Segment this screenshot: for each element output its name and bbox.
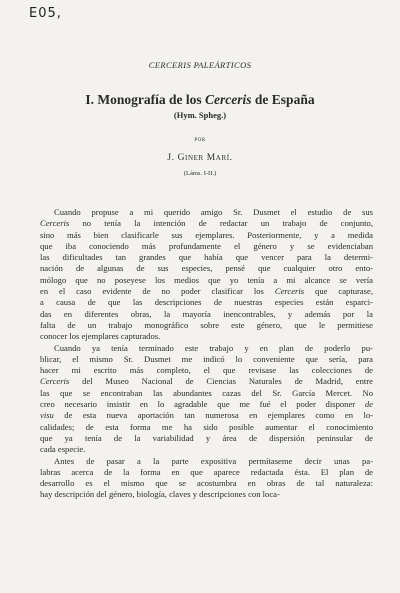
text-line: hay descripción del género, biología, claves y descripciones con loca-: [40, 489, 280, 500]
text-line: mólogo que no poseyese los medios que yo tenía a mi alcance se vería: [40, 274, 373, 285]
series-title: CERCERIS PALEÁRTICOS: [148, 60, 252, 70]
text-line: Antes de pasar a la parte expositiva permítaseme decir unas pa-: [54, 455, 373, 466]
text-line: conocer los ejemplares capturados.: [40, 331, 161, 342]
text-line: las que se encontraban las abundantes cazas del Sr. García Mercet. No: [40, 387, 373, 398]
title-prefix: I. Monografía de los: [85, 92, 206, 107]
text-line: blicar, el mismo Sr. Dusmet me indicó lo conveniente que sería, para: [40, 353, 373, 364]
article-title: [0, 92, 400, 108]
article-subtitle: (Hym. Spheg.): [173, 110, 227, 120]
text-line: en el caso evidente de no poder clasificar los Cerceris que capturase,: [40, 286, 373, 297]
text-line: que ya tenía de la variabilidad y área de dispersión peninsular de: [40, 432, 373, 443]
byline-por: POR: [194, 138, 206, 143]
text-line: das en diferentes obras, la mayoría inencontrables, y además por la: [40, 308, 373, 319]
body-text: [40, 207, 373, 501]
title-suffix: de España: [251, 92, 315, 107]
text-line: nación de algunas de sus especies, pensé que cualquier otro ento-: [40, 263, 373, 274]
author-name: J. Giner Marí.: [167, 153, 233, 163]
body-paragraph: [40, 207, 373, 343]
body-paragraph: [40, 343, 373, 456]
text-line: Cuando ya tenía terminado este trabajo y en plan de poderlo pu-: [54, 342, 373, 353]
title-genus: Cerceris: [205, 92, 252, 107]
text-line: Cuando propuse a mi querido amigo Sr. Dusmet el estudio de sus: [54, 207, 373, 217]
text-line: las dificultades tan grandes que había que vencer para la determi-: [40, 252, 373, 263]
text-line: hacer mi escrito más completo, el que revisase las colecciones de: [40, 365, 373, 376]
text-line: labras acerca de la forma en que aparece redactada ésta. El plan de: [40, 466, 373, 477]
text-line: falta de un trabajo monográfico sobre este género, que le permitiese: [40, 319, 373, 330]
text-line: que iba conociendo más profundamente el género y se evidenciaban: [40, 240, 373, 251]
text-line: desarrollo es el mismo que se acostumbra en obras de tal naturaleza:: [40, 478, 373, 489]
handwritten-annotation: E05,: [29, 6, 62, 21]
text-line: creo necesario insistir en lo agradable que me fué el poder disponer de: [40, 399, 373, 410]
text-line: cada especie.: [40, 444, 86, 455]
plates-reference: (Láms. I-II.): [183, 170, 217, 177]
body-paragraph: [40, 456, 373, 501]
text-line: calidades; de esta forma me ha sido posible aumentar el conocimiento: [40, 421, 373, 432]
text-line: a causa de que las descripciones de nuestras especies están esparci-: [40, 297, 373, 308]
text-line: Cerceris no tenía la intención de redactar un trabajo de conjunto,: [40, 218, 373, 229]
text-line: visu de esta nueva aportación tan numerosa en ejemplares como en lo-: [40, 410, 373, 421]
text-line: sino más bien clasificarle sus ejemplares. Posteriormente, y a medida: [40, 229, 373, 240]
text-line: Cerceris del Museo Nacional de Ciencias Naturales de Madrid, entre: [40, 376, 373, 387]
